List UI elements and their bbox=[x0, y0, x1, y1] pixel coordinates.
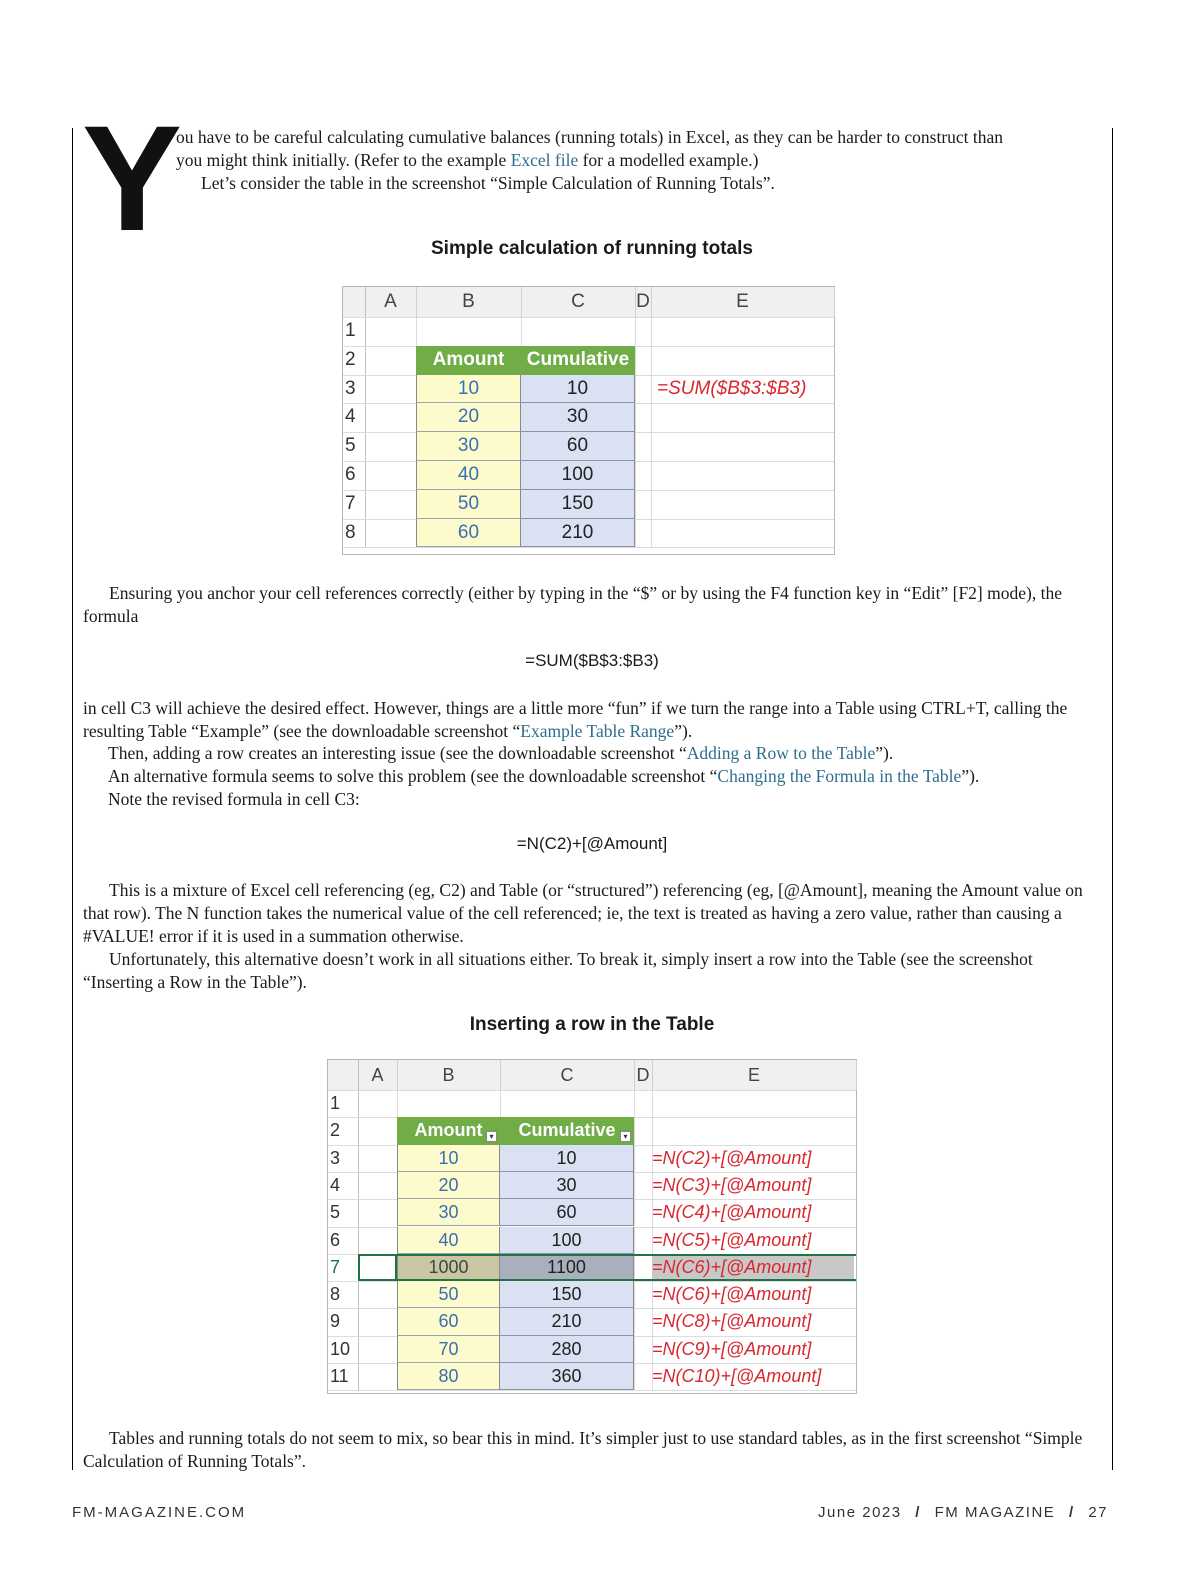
row-number-11: 11 bbox=[330, 1366, 349, 1386]
column-header-e: E bbox=[652, 1060, 857, 1090]
formula-text: =N(C2)+[@Amount] bbox=[652, 1147, 812, 1168]
drop-cap: Y bbox=[82, 94, 183, 262]
paragraph-4b: Unfortunately, this alternative doesn’t work in all situations either. To break it, simply insert a row into the Table (see the screenshot “Inserting a Row in the Table”). bbox=[83, 949, 1033, 992]
cumulative-cell: 360 bbox=[500, 1363, 634, 1390]
cumulative-cell: 150 bbox=[521, 490, 635, 519]
left-rule bbox=[72, 128, 73, 1470]
grid-line-h bbox=[328, 1090, 856, 1091]
row-number-3: 3 bbox=[330, 1147, 341, 1168]
formula-text: =N(C3)+[@Amount] bbox=[652, 1174, 812, 1195]
column-header-b: B bbox=[416, 287, 522, 317]
selected-row-highlight bbox=[358, 1254, 856, 1281]
row-number-8: 8 bbox=[345, 521, 356, 543]
table-header-cumulative: Cumulative bbox=[521, 346, 635, 375]
intro-line-3: Let’s consider the table in the screenshot “Simple Calculation of Running Totals”. bbox=[201, 173, 775, 193]
column-header-b: B bbox=[397, 1060, 501, 1090]
excel-file-link[interactable]: Excel file bbox=[510, 150, 579, 170]
figure2-spreadsheet bbox=[327, 1059, 857, 1394]
formula-annotation: =SUM($B$3:$B3) bbox=[657, 377, 807, 399]
footer-website: FM-MAGAZINE.COM bbox=[72, 1504, 247, 1521]
figure1-spreadsheet bbox=[342, 286, 835, 555]
amount-cell: 10 bbox=[397, 1145, 500, 1172]
right-rule bbox=[1112, 128, 1113, 1470]
column-header-a: A bbox=[358, 1060, 398, 1090]
grid-line-v bbox=[358, 1060, 359, 1390]
grid-line-h bbox=[343, 547, 834, 548]
table-header-amount: Amount bbox=[397, 1117, 500, 1144]
amount-cell: 70 bbox=[397, 1336, 500, 1363]
amount-cell: 50 bbox=[416, 490, 521, 519]
amount-cell: 50 bbox=[397, 1281, 500, 1308]
paragraph-5: Tables and running totals do not seem to mix, so bear this in mind. It’s simpler just to use standard tables, as in the first screenshot “Simple Calculation of Running Totals”. bbox=[83, 1428, 1083, 1471]
row-number-10: 10 bbox=[330, 1338, 351, 1359]
row-number-5: 5 bbox=[345, 435, 356, 457]
column-header-d: D bbox=[634, 1060, 653, 1090]
formula-text: =N(C8)+[@Amount] bbox=[652, 1311, 812, 1332]
column-header-c: C bbox=[500, 1060, 635, 1090]
example-table-range-link[interactable]: Example Table Range bbox=[520, 721, 675, 741]
amount-cell: 20 bbox=[416, 403, 521, 432]
cumulative-cell: 60 bbox=[521, 432, 635, 461]
active-cell bbox=[358, 1254, 397, 1281]
amount-cell: 1000 bbox=[397, 1254, 500, 1281]
cumulative-cell: 210 bbox=[500, 1308, 634, 1335]
row-number-1: 1 bbox=[330, 1093, 341, 1113]
formula-1: =SUM($B$3:$B3) bbox=[525, 651, 659, 670]
row-number-6: 6 bbox=[345, 464, 356, 485]
amount-cell: 60 bbox=[416, 519, 521, 548]
cumulative-cell: 30 bbox=[521, 403, 635, 432]
cumulative-cell: 1100 bbox=[500, 1254, 634, 1281]
column-header-e: E bbox=[651, 287, 835, 317]
table-header-amount: Amount bbox=[416, 346, 521, 375]
formula-text: =N(C6)+[@Amount] bbox=[652, 1254, 854, 1281]
amount-cell: 40 bbox=[416, 461, 521, 490]
amount-cell: 80 bbox=[397, 1363, 500, 1390]
cumulative-cell: 100 bbox=[521, 461, 635, 490]
row-number-9: 9 bbox=[330, 1311, 341, 1332]
cumulative-cell: 150 bbox=[500, 1281, 634, 1308]
figure2-caption: Inserting a row in the Table bbox=[469, 1014, 715, 1035]
row-number-7: 7 bbox=[330, 1256, 341, 1277]
table-header-cumulative: Cumulative bbox=[500, 1117, 634, 1144]
amount-cell: 10 bbox=[416, 375, 521, 404]
formula-text: =N(C10)+[@Amount] bbox=[652, 1366, 822, 1386]
formula-text: =N(C6)+[@Amount] bbox=[652, 1284, 812, 1305]
paragraph-3d: Note the revised formula in cell C3: bbox=[108, 789, 360, 809]
paragraph-3: in cell C3 will achieve the desired effect. However, things are a little more “fun” if we turn the range into a Table using CTRL+T, calling the resulting Table “Example” (see the downloadable screenshot “Example Table Range”). bbox=[83, 698, 1068, 741]
cumulative-cell: 60 bbox=[500, 1199, 634, 1226]
grid-line-v bbox=[365, 287, 366, 547]
filter-dropdown-icon: ▾ bbox=[486, 1131, 497, 1142]
row-number-8: 8 bbox=[330, 1284, 341, 1305]
paragraph-3b: Then, adding a row creates an interesting issue (see the downloadable screenshot “Adding a Row to the Table”). bbox=[108, 743, 894, 763]
amount-cell: 40 bbox=[397, 1227, 500, 1254]
amount-cell: 30 bbox=[397, 1199, 500, 1226]
column-header-d: D bbox=[635, 287, 652, 317]
cumulative-cell: 10 bbox=[500, 1145, 634, 1172]
paragraph-2: Ensuring you anchor your cell references correctly (either by typing in the “$” or by using the F4 function key in “Edit” [F2] mode), the formula bbox=[83, 583, 1062, 626]
footer-page-info: June 2023 / FM MAGAZINE / 27 bbox=[818, 1504, 1108, 1521]
changing-formula-link[interactable]: Changing the Formula in the Table bbox=[717, 766, 962, 786]
row-number-5: 5 bbox=[330, 1202, 341, 1223]
row-number-3: 3 bbox=[345, 377, 356, 399]
grid-line-v bbox=[634, 1090, 635, 1390]
grid-line-h bbox=[328, 1390, 856, 1391]
row-number-4: 4 bbox=[345, 406, 356, 428]
amount-cell: 60 bbox=[397, 1308, 500, 1335]
adding-row-link[interactable]: Adding a Row to the Table bbox=[686, 743, 876, 763]
cumulative-cell: 100 bbox=[500, 1227, 634, 1254]
row-number-7: 7 bbox=[345, 492, 356, 514]
row-number-6: 6 bbox=[330, 1229, 341, 1250]
column-header-c: C bbox=[521, 287, 636, 317]
filter-dropdown-icon: ▾ bbox=[620, 1131, 631, 1142]
cumulative-cell: 10 bbox=[521, 375, 635, 404]
cumulative-cell: 30 bbox=[500, 1172, 634, 1199]
row-number-2: 2 bbox=[330, 1120, 341, 1141]
row-number-2: 2 bbox=[345, 348, 356, 370]
paragraph-4: This is a mixture of Excel cell referencing (eg, C2) and Table (or “structured”) referencing (eg, [@Amount], meaning the Amount value on that row). The N function takes the numerical value of the cell referenced; ie, the text is treated as having a zero value, rather than causing a #VALUE! error if it is used in a summation otherwise. bbox=[83, 880, 1083, 946]
formula-text: =N(C9)+[@Amount] bbox=[652, 1338, 812, 1359]
row-number-1: 1 bbox=[345, 320, 356, 341]
formula-text: =N(C5)+[@Amount] bbox=[652, 1229, 812, 1250]
column-header-a: A bbox=[365, 287, 417, 317]
cumulative-cell: 280 bbox=[500, 1336, 634, 1363]
amount-cell: 30 bbox=[416, 432, 521, 461]
grid-line-h bbox=[343, 317, 834, 318]
amount-cell: 20 bbox=[397, 1172, 500, 1199]
row-number-4: 4 bbox=[330, 1174, 341, 1195]
formula-2: =N(C2)+[@Amount] bbox=[516, 834, 668, 853]
intro-line-1: ou have to be careful calculating cumulative balances (running totals) in Excel, as they can be harder to construct than bbox=[176, 127, 1004, 147]
paragraph-3c: An alternative formula seems to solve this problem (see the downloadable screenshot “Changing the Formula in the Table”). bbox=[108, 766, 980, 786]
figure1-caption: Simple calculation of running totals bbox=[431, 238, 753, 259]
cumulative-cell: 210 bbox=[521, 519, 635, 548]
intro-line-2: you might think initially. (Refer to the example Excel file for a modelled example.) bbox=[176, 150, 759, 170]
formula-text: =N(C4)+[@Amount] bbox=[652, 1202, 812, 1223]
